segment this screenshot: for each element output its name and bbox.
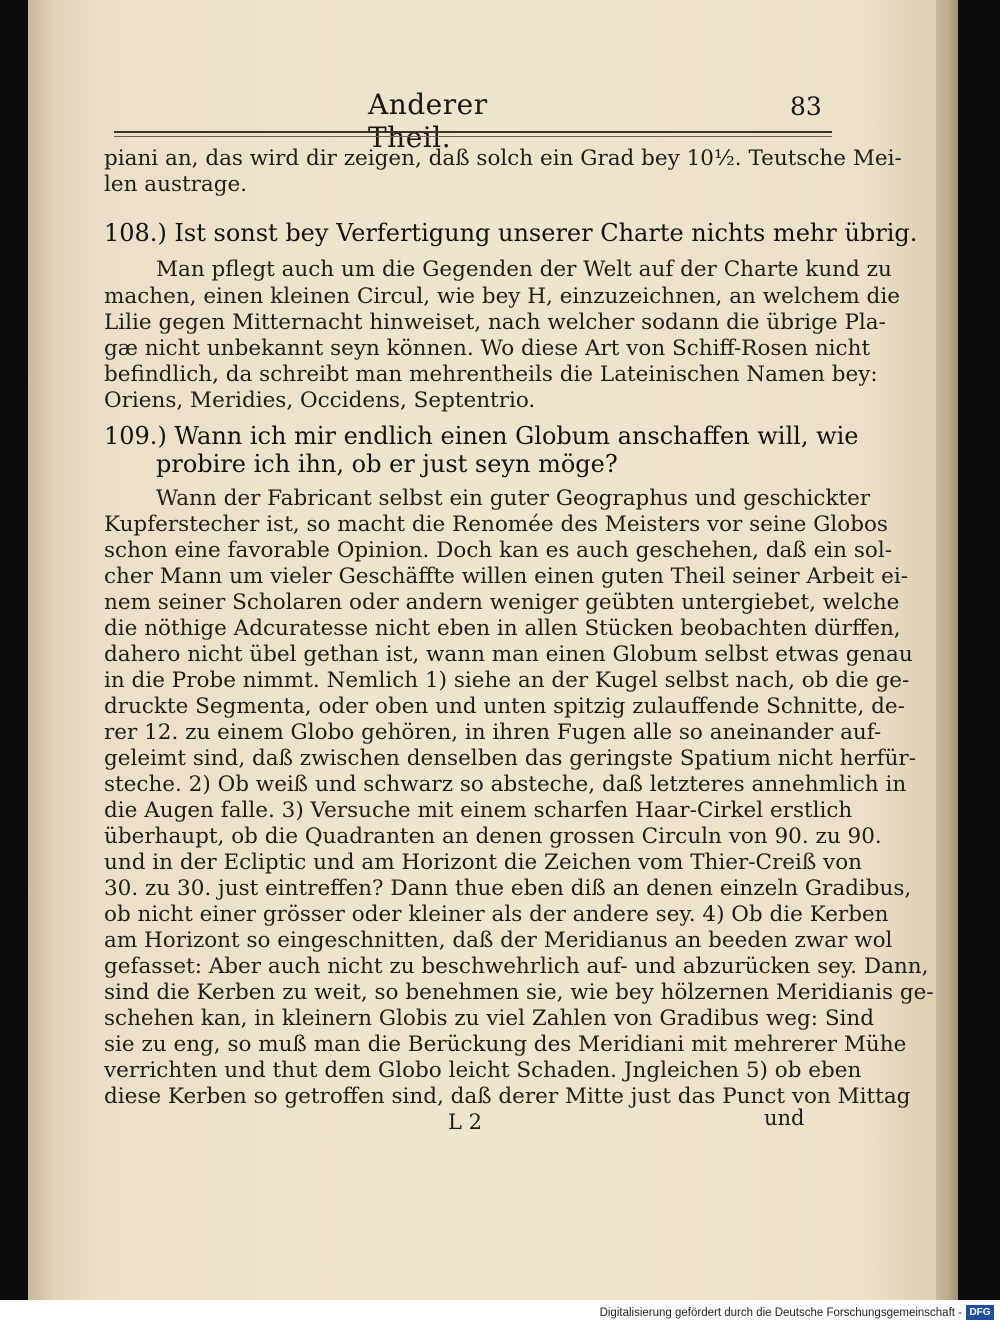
text-line: diese Kerben so getroffen sind, daß derer Mitte just das Punct von Mittag [104,1084,911,1109]
text-line: steche. 2) Ob weiß und schwarz so absteche, daß letzteres annehmlich in [104,772,907,797]
page-number: 83 [790,92,822,121]
text-line: am Horizont so eingeschnitten, daß der Meridianus an beeden zwar wol [104,928,893,953]
book-page [28,0,936,1300]
text-line: druckte Segmenta, oder oben und unten spitzig zulauffende Schnitte, de- [104,694,905,719]
text-line: dahero nicht übel gethan ist, wann man einen Globum selbst etwas genau [104,642,913,667]
text-line: gefasset: Aber auch nicht zu beschwehrlich auf- und abzurücken sey. Dann, [104,954,929,979]
text-line: len austrage. [104,172,248,197]
text-line: Kupferstecher ist, so macht die Renomée des Meisters vor seine Globos [104,512,888,537]
text-line: die Augen falle. 3) Versuche mit einem scharfen Haar-Cirkel erstlich [104,798,853,823]
text-line: befindlich, da schreibt man mehrentheils die Lateinischen Namen bey: [104,362,878,387]
text-line: piani an, das wird dir zeigen, daß solch ein Grad bey 10½. Teutsche Mei- [104,146,902,171]
text-line: Oriens, Meridies, Occidens, Septentrio. [104,388,536,413]
text-line: ob nicht einer grösser oder kleiner als der andere sey. 4) Ob die Kerben [104,902,889,927]
text-line: und in der Ecliptic und am Horizont die Zeichen vom Thier-Creiß von [104,850,862,875]
question-heading: 108.) Ist sonst bey Verfertigung unserer Charte nichts mehr übrig. [104,219,918,247]
text-line: schon eine favorable Opinion. Doch kan es auch geschehen, daß ein sol- [104,538,892,563]
text-line: 30. zu 30. just eintreffen? Dann thue eben diß an denen einzeln Gradibus, [104,876,912,901]
signature-mark: L 2 [448,1110,482,1134]
text-line: geleimt sind, daß zwischen denselben das geringste Spatium nicht herfür- [104,746,916,771]
header-rule-thin [114,136,832,137]
text-line: Man pflegt auch um die Gegenden der Welt auf der Charte kund zu [156,257,892,282]
text-line: schehen kan, in kleinern Globis zu viel Zahlen von Gradibus weg: Sind [104,1006,875,1031]
text-line: nem seiner Scholaren oder andern weniger geübten untergiebet, welche [104,590,900,615]
text-line: überhaupt, ob die Quadranten an denen grossen Circuln von 90. zu 90. [104,824,882,849]
page-edge [936,0,958,1300]
running-head: Anderer Theil. [368,88,488,154]
dfg-logo: DFG [966,1305,994,1320]
text-line: rer 12. zu einem Globo gehören, in ihren Fugen alle so aneinander auf- [104,720,882,745]
text-line: sind die Kerben zu weit, so benehmen sie, wie bey hölzernen Meridianis ge- [104,980,934,1005]
question-heading: 109.) Wann ich mir endlich einen Globum anschaffen will, wie [104,422,859,450]
question-heading-cont: probire ich ihn, ob er just seyn möge? [156,450,618,478]
funding-credit: Digitalisierung gefördert durch die Deutsche Forschungsgemeinschaft - [599,1307,962,1319]
text-line: die nöthige Adcuratesse nicht eben in allen Stücken beobachten dürffen, [104,616,901,641]
text-line: verrichten und thut dem Globo leicht Schaden. Jngleichen 5) ob eben [104,1058,862,1083]
text-line: cher Mann um vieler Geschäffte willen einen guten Theil seiner Arbeit ei- [104,564,908,589]
text-line: gæ nicht unbekannt seyn können. Wo diese Art von Schiff-Rosen nicht [104,336,871,361]
text-line: Lilie gegen Mitternacht hinweiset, nach welcher sodann die übrige Pla- [104,310,886,335]
header-rule [114,131,832,133]
catchword: und [764,1106,805,1130]
text-line: machen, einen kleinen Circul, wie bey H, einzuzeichnen, an welchem die [104,284,900,309]
text-line: Wann der Fabricant selbst ein guter Geographus und geschickter [156,486,871,511]
text-line: sie zu eng, so muß man die Berückung des Meridiani mit mehrerer Mühe [104,1032,907,1057]
text-line: in die Probe nimmt. Nemlich 1) siehe an der Kugel selbst nach, ob die ge- [104,668,910,693]
